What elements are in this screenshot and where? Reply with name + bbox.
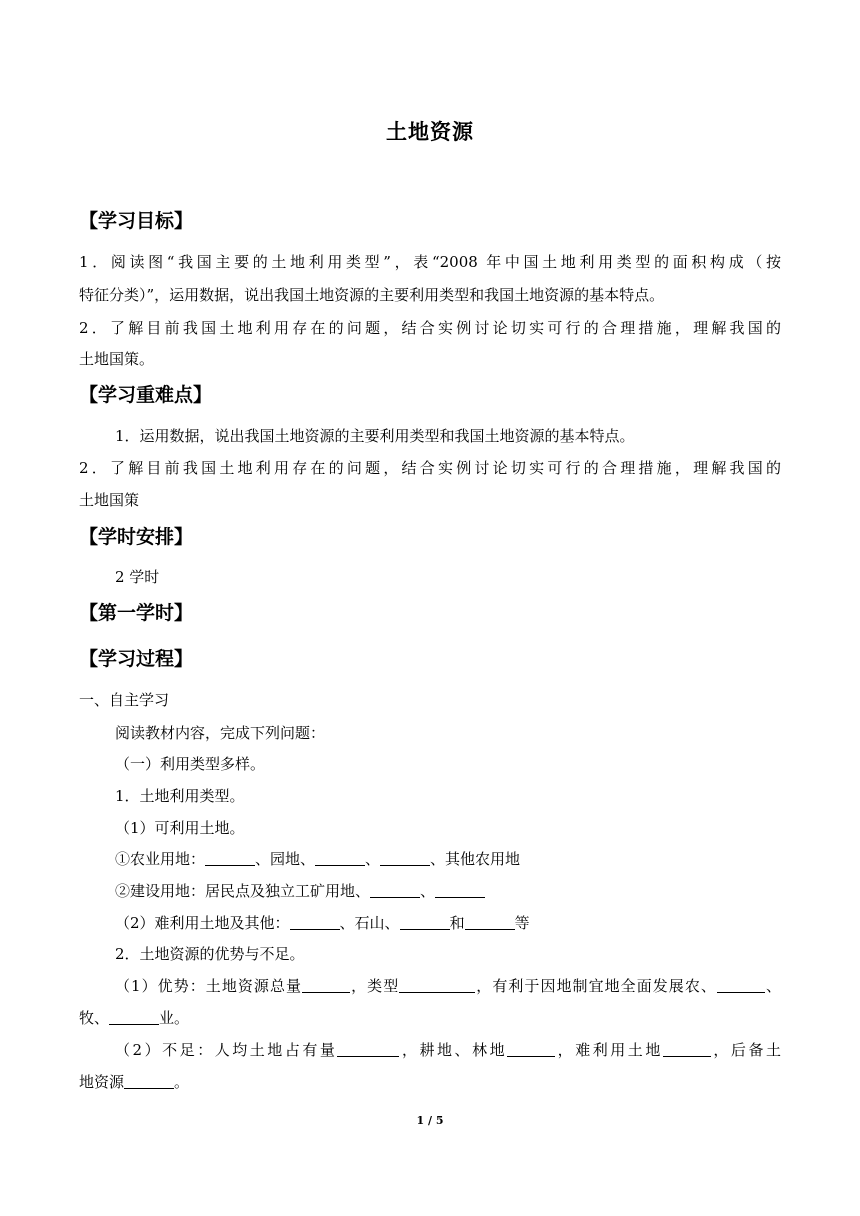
process-item-advantages: 2．土地资源的优势与不足。 bbox=[115, 945, 305, 963]
blank-field[interactable] bbox=[435, 882, 485, 898]
goal-1-line-2: 特征分类）”，运用数据，说出我国土地资源的主要利用类型和我国土地资源的基本特点。 bbox=[79, 286, 665, 304]
fill-line-advantages bbox=[115, 976, 781, 996]
blank-field[interactable] bbox=[109, 1009, 159, 1025]
blank-field[interactable] bbox=[380, 850, 430, 866]
blank-field[interactable] bbox=[205, 850, 255, 866]
text-fragment: ，难利用土地 bbox=[555, 1041, 663, 1059]
fill-line-disadvantages-cont bbox=[79, 1072, 189, 1092]
process-instruction: 阅读教材内容，完成下列问题： bbox=[115, 724, 326, 742]
blank-field[interactable] bbox=[315, 850, 365, 866]
fill-line-construction-land bbox=[115, 881, 485, 901]
text-fragment: ②建设用地：居民点及独立工矿用地、 bbox=[115, 882, 371, 900]
section-heading-goals: 【学习目标】 bbox=[79, 210, 194, 232]
goal-2-line-1: 2．了解目前我国土地利用存在的问题，结合实例讨论切实可行的合理措施，理解我国的 bbox=[79, 319, 781, 337]
text-fragment: 、 bbox=[365, 850, 381, 868]
fill-line-disadvantages bbox=[115, 1040, 781, 1060]
text-fragment: ，类型 bbox=[350, 977, 400, 995]
text-fragment: ，有利于因地制宜地全面发展农、 bbox=[475, 977, 717, 995]
blank-field[interactable] bbox=[663, 1041, 711, 1057]
text-fragment: ①农业用地： bbox=[115, 850, 206, 868]
goal-2-line-2: 土地国策。 bbox=[79, 350, 155, 368]
keypoint-1: 1．运用数据，说出我国土地资源的主要利用类型和我国土地资源的基本特点。 bbox=[115, 427, 635, 445]
text-fragment: （2）不足：人均土地占有量 bbox=[115, 1041, 338, 1059]
process-subheading-types: （一）利用类型多样。 bbox=[115, 755, 266, 773]
text-fragment: 、 bbox=[420, 882, 436, 900]
fill-line-agricultural-land bbox=[115, 849, 520, 869]
text-fragment: 地资源 bbox=[79, 1073, 125, 1091]
process-self-study: 一、自主学习 bbox=[79, 691, 170, 709]
text-fragment: （1）优势：土地资源总量 bbox=[115, 977, 303, 995]
blank-field[interactable] bbox=[717, 977, 765, 993]
text-fragment: 、石山、 bbox=[339, 914, 400, 932]
blank-field[interactable] bbox=[400, 914, 450, 930]
blank-field[interactable] bbox=[370, 882, 420, 898]
text-fragment: ，耕地、林地 bbox=[399, 1041, 508, 1059]
fill-line-unusable-land bbox=[115, 913, 530, 933]
text-fragment: 、 bbox=[764, 977, 781, 995]
blank-field[interactable] bbox=[124, 1073, 174, 1089]
text-fragment: 、其他农用地 bbox=[430, 850, 521, 868]
text-fragment: （2）难利用土地及其他： bbox=[115, 914, 290, 932]
keypoint-2-line-1: 2．了解目前我国土地利用存在的问题，结合实例讨论切实可行的合理措施，理解我国的 bbox=[79, 459, 781, 477]
goal-1-line-1: 1．阅读图“我国主要的土地利用类型”，表“2008 年中国土地利用类型的面积构成（按 bbox=[79, 253, 781, 271]
text-fragment: 业。 bbox=[159, 1009, 190, 1027]
text-fragment: ，后备土 bbox=[710, 1041, 781, 1059]
blank-field[interactable] bbox=[290, 914, 340, 930]
keypoint-2-line-2: 土地国策 bbox=[79, 491, 140, 509]
section-heading-keypoints: 【学习重难点】 bbox=[79, 384, 213, 406]
text-fragment: 和 bbox=[449, 914, 465, 932]
section-heading-schedule: 【学时安排】 bbox=[79, 526, 194, 548]
fill-line-advantages-cont bbox=[79, 1008, 189, 1028]
text-fragment: 、园地、 bbox=[255, 850, 316, 868]
schedule-hours: 2 学时 bbox=[115, 568, 160, 586]
blank-field[interactable] bbox=[399, 977, 475, 993]
text-fragment: 。 bbox=[174, 1073, 190, 1091]
blank-field[interactable] bbox=[302, 977, 350, 993]
section-heading-first-period: 【第一学时】 bbox=[79, 602, 194, 624]
blank-field[interactable] bbox=[507, 1041, 555, 1057]
process-item-land-use: 1．土地利用类型。 bbox=[115, 787, 245, 805]
section-heading-process: 【学习过程】 bbox=[79, 648, 194, 670]
text-fragment: 牧、 bbox=[79, 1009, 110, 1027]
page-title: 土地资源 bbox=[386, 120, 474, 144]
page-number: 1 / 5 bbox=[416, 1114, 444, 1127]
process-item-usable-land: （1）可利用土地。 bbox=[115, 819, 245, 837]
text-fragment: 等 bbox=[514, 914, 530, 932]
blank-field[interactable] bbox=[337, 1041, 399, 1057]
blank-field[interactable] bbox=[465, 914, 515, 930]
